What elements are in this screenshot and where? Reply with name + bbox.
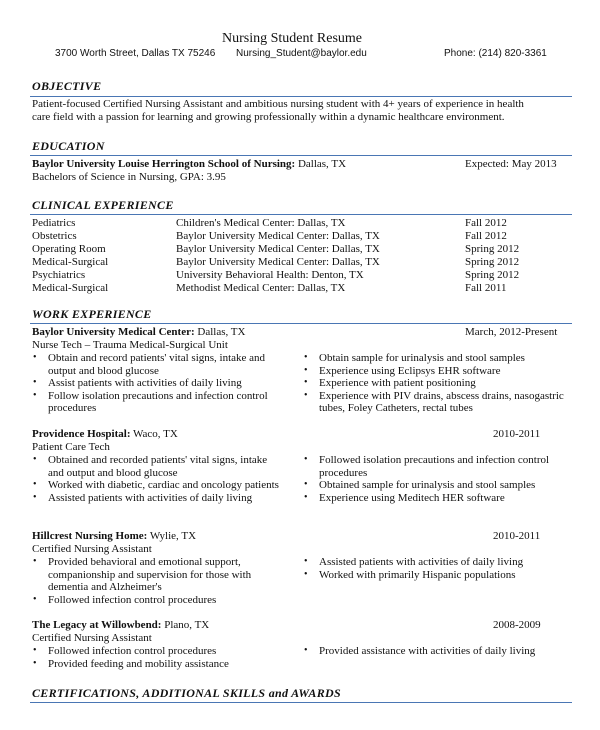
- clinical-site: University Behavioral Health: Denton, TX: [176, 269, 364, 281]
- job-role: Certified Nursing Assistant: [32, 632, 152, 644]
- clinical-term: Spring 2012: [465, 256, 520, 268]
- job-dates: March, 2012-Present: [465, 326, 558, 338]
- list-item: • Followed isolation precautions and infection control procedures: [303, 454, 569, 479]
- clinical-site: Baylor University Medical Center: Dallas, TX: [176, 256, 380, 268]
- job-duties-left: [32, 556, 287, 606]
- work-divider: [30, 323, 572, 324]
- job-duties-right: [303, 556, 579, 581]
- list-item: • Worked with primarily Hispanic populations: [303, 569, 579, 582]
- job-role: Nurse Tech – Trauma Medical-Surgical Unit: [32, 339, 228, 351]
- objective-divider: [30, 96, 572, 97]
- clinical-heading: CLINICAL EXPERIENCE: [32, 198, 174, 212]
- list-item: • Provided behavioral and emotional support, companionship and supervision for those with dementia and Alzheimer's: [32, 556, 287, 594]
- education-school: [32, 158, 346, 171]
- job-employer-name: The Legacy at Willowbend:: [32, 619, 162, 631]
- job-role: Patient Care Tech: [32, 441, 110, 453]
- job-employer-location: Dallas, TX: [194, 326, 246, 338]
- clinical-site: Children's Medical Center: Dallas, TX: [176, 217, 346, 229]
- clinical-site: Baylor University Medical Center: Dallas, TX: [176, 230, 380, 242]
- clinical-term: Fall 2012: [465, 217, 507, 229]
- list-item: • Experience using Eclipsys EHR software: [303, 365, 579, 378]
- clinical-area: Obstetrics: [32, 230, 77, 242]
- list-item: • Follow isolation precautions and infection control procedures: [32, 390, 292, 415]
- clinical-divider: [30, 214, 572, 215]
- education-divider: [30, 155, 572, 156]
- education-date: Expected: May 2013: [465, 158, 557, 170]
- job-employer-location: Plano, TX: [161, 619, 210, 631]
- job-duties-left: [32, 645, 292, 670]
- job-duties-left: [32, 352, 292, 415]
- list-item: • Assisted patients with activities of daily living: [303, 556, 579, 569]
- clinical-term: Spring 2012: [465, 243, 520, 255]
- job-duties-right: [303, 454, 569, 504]
- list-item: • Assist patients with activities of daily living: [32, 377, 292, 390]
- clinical-term: Fall 2012: [465, 230, 507, 242]
- list-item: • Experience using Meditech HER software: [303, 492, 569, 505]
- job-duties-left: [32, 454, 282, 504]
- list-item: • Worked with diabetic, cardiac and oncology patients: [32, 479, 282, 492]
- job-duties-right: [303, 352, 579, 415]
- objective-line-2: care field with a passion for learning and growing professionally within a dynamic healthcare environment.: [32, 111, 505, 123]
- clinical-area: Medical-Surgical: [32, 282, 109, 294]
- list-item: • Obtain and record patients' vital signs, intake and output and blood glucose: [32, 352, 292, 377]
- list-item: • Followed infection control procedures: [32, 645, 292, 658]
- list-item: • Followed infection control procedures: [32, 594, 287, 607]
- clinical-site: Methodist Medical Center: Dallas, TX: [176, 282, 346, 294]
- list-item: • Experience with PIV drains, abscess drains, nasogastric tubes, Foley Catheters, rectal tubes: [303, 390, 579, 415]
- education-school-name: Baylor University Louise Herrington School of Nursing:: [32, 158, 296, 170]
- clinical-term: Fall 2011: [465, 282, 507, 294]
- job-employer: [32, 428, 178, 441]
- clinical-term: Spring 2012: [465, 269, 520, 281]
- job-employer-location: Waco, TX: [130, 428, 178, 440]
- resume-title: Nursing Student Resume: [222, 31, 362, 46]
- education-heading: EDUCATION: [32, 139, 105, 153]
- work-heading: WORK EXPERIENCE: [32, 307, 152, 321]
- job-dates: 2010-2011: [493, 530, 541, 542]
- education-degree: Bachelors of Science in Nursing, GPA: 3.95: [32, 171, 226, 183]
- clinical-area: Operating Room: [32, 243, 106, 255]
- job-employer: [32, 530, 196, 543]
- contact-email: Nursing_Student@baylor.edu: [236, 48, 367, 59]
- clinical-site: Baylor University Medical Center: Dallas, TX: [176, 243, 380, 255]
- job-dates: 2008-2009: [493, 619, 541, 631]
- list-item: • Obtained and recorded patients' vital signs, intake and output and blood glucose: [32, 454, 282, 479]
- list-item: • Experience with patient positioning: [303, 377, 579, 390]
- list-item: • Provided assistance with activities of daily living: [303, 645, 579, 658]
- job-duties-right: [303, 645, 579, 658]
- job-employer: [32, 326, 245, 339]
- job-employer-name: Hillcrest Nursing Home:: [32, 530, 148, 542]
- list-item: • Obtain sample for urinalysis and stool samples: [303, 352, 579, 365]
- certifications-heading: CERTIFICATIONS, ADDITIONAL SKILLS and AWARDS: [32, 686, 341, 700]
- list-item: • Assisted patients with activities of daily living: [32, 492, 282, 505]
- clinical-area: Pediatrics: [32, 217, 76, 229]
- clinical-area: Psychiatrics: [32, 269, 86, 281]
- objective-line-1: Patient-focused Certified Nursing Assistant and ambitious nursing student with 4+ years of experience in health: [32, 98, 524, 110]
- education-school-location: Dallas, TX: [295, 158, 347, 170]
- job-employer-name: Baylor University Medical Center:: [32, 326, 195, 338]
- list-item: • Provided feeding and mobility assistance: [32, 658, 292, 671]
- job-role: Certified Nursing Assistant: [32, 543, 152, 555]
- job-dates: 2010-2011: [493, 428, 541, 440]
- objective-heading: OBJECTIVE: [32, 79, 102, 93]
- clinical-area: Medical-Surgical: [32, 256, 109, 268]
- job-employer: [32, 619, 209, 632]
- contact-address: 3700 Worth Street, Dallas TX 75246: [55, 48, 216, 59]
- job-employer-name: Providence Hospital:: [32, 428, 131, 440]
- certifications-divider: [30, 702, 572, 703]
- list-item: • Obtained sample for urinalysis and stool samples: [303, 479, 569, 492]
- job-employer-location: Wylie, TX: [147, 530, 197, 542]
- contact-phone: Phone: (214) 820-3361: [444, 48, 547, 59]
